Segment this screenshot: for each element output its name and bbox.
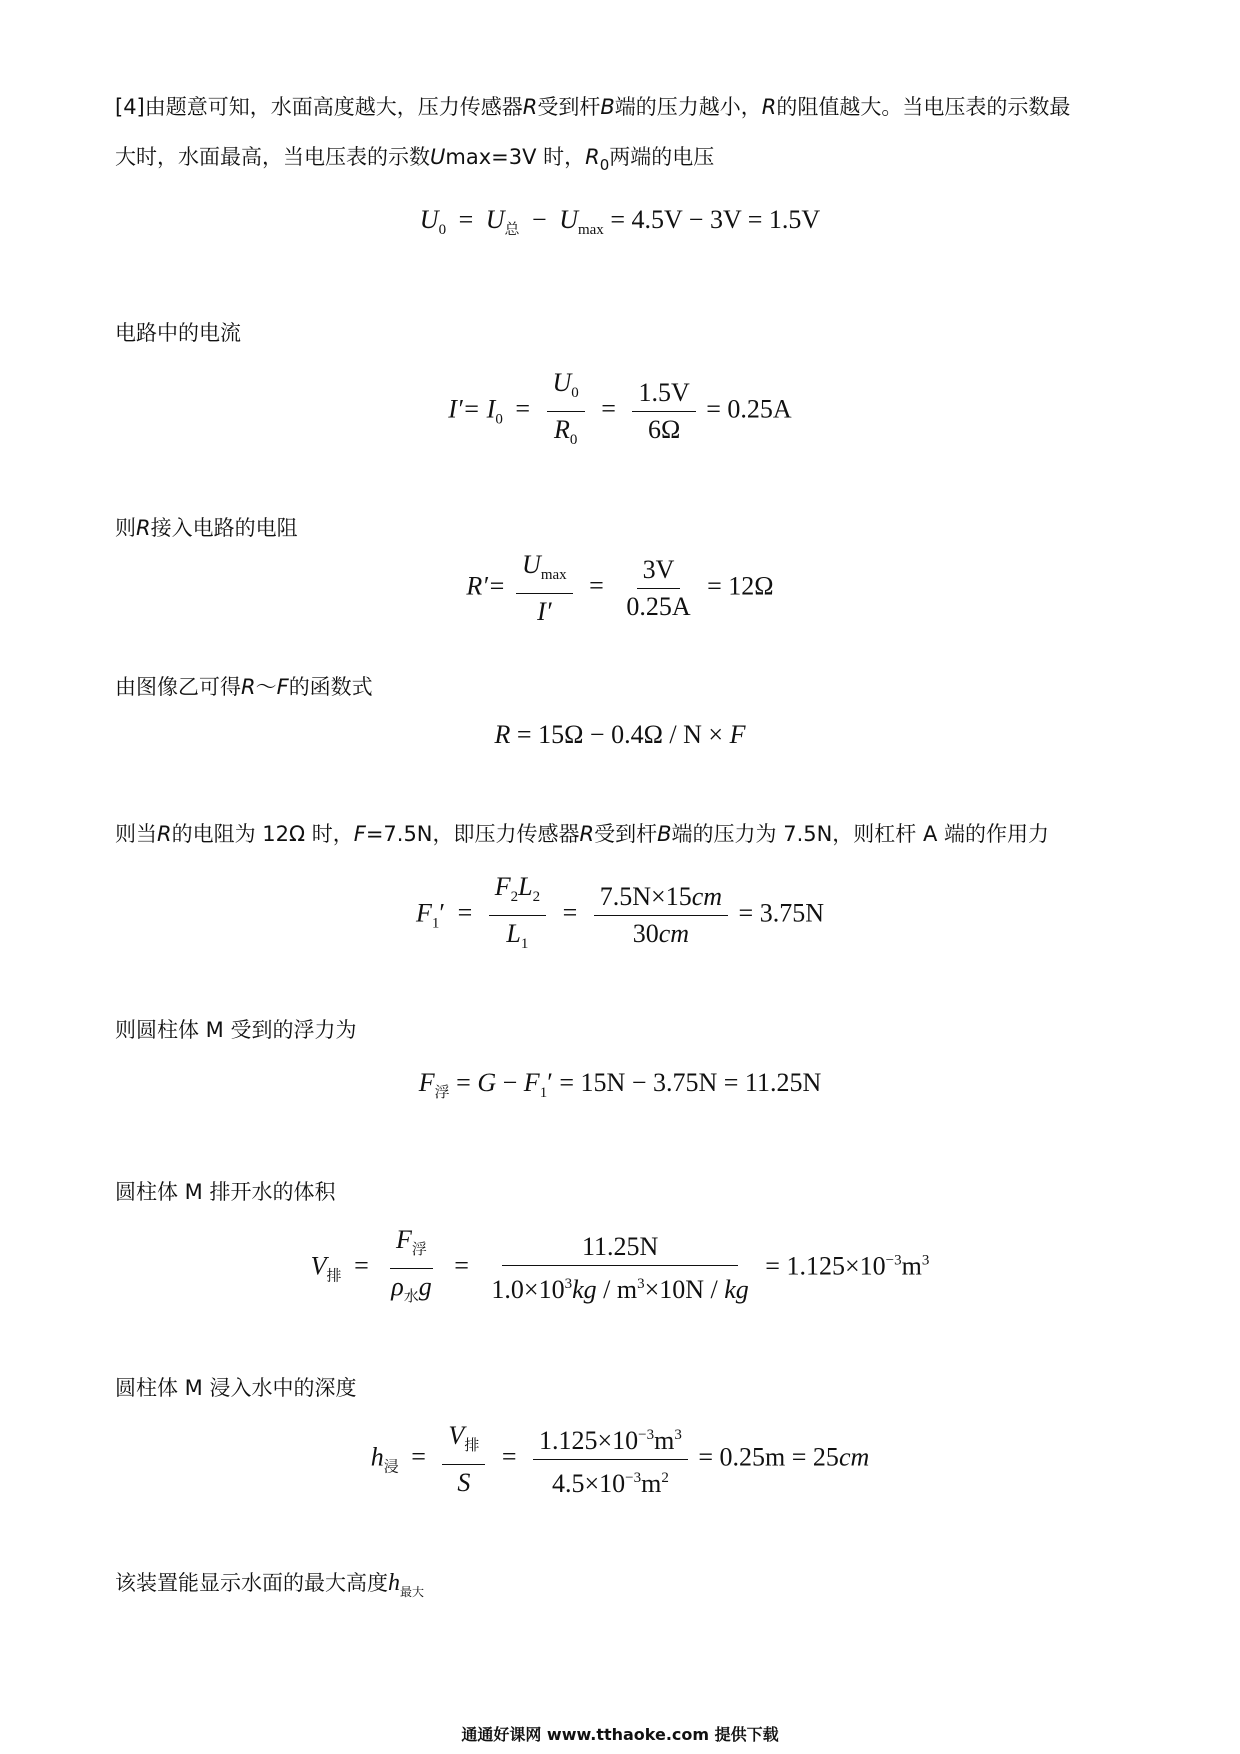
paragraph-resistance — [115, 503, 1135, 553]
numerator: F — [494, 872, 511, 901]
var: U — [419, 205, 439, 234]
subscript: 0 — [599, 156, 610, 174]
equation-rhs: = 15Ω − 0.4Ω / N × — [516, 720, 730, 749]
var-R: R — [579, 822, 595, 846]
subscript: 1 — [520, 936, 529, 952]
superscript: 2 — [661, 1470, 669, 1486]
fraction — [533, 1420, 688, 1499]
subscript: 排 — [464, 1438, 480, 1454]
var: I — [486, 394, 496, 424]
var: F — [415, 898, 432, 928]
subscript: 1 — [431, 915, 440, 932]
operator: = — [458, 205, 474, 234]
var: V — [310, 1251, 327, 1281]
var: R — [494, 720, 511, 749]
text: 的电阻为 12Ω 时， — [171, 822, 354, 846]
superscript: −3 — [625, 1470, 642, 1486]
operator: = — [601, 394, 616, 424]
paragraph-volume — [115, 1167, 1135, 1217]
fraction — [632, 378, 695, 445]
equation-rhs: = 15N − 3.75N = 11.25N — [552, 1068, 822, 1097]
unit: ×10N / — [644, 1275, 725, 1304]
denominator: 0.25A — [626, 592, 691, 621]
superscript: −3 — [885, 1252, 902, 1269]
fraction — [547, 368, 585, 455]
equation-current — [0, 368, 1240, 455]
denominator: S — [457, 1468, 471, 1497]
subscript: 浮 — [411, 1242, 427, 1258]
numerator: 7.5N×15 — [599, 882, 692, 911]
numerator: U — [522, 550, 541, 579]
text: 圆柱体 M 排开水的体积 — [115, 1180, 336, 1204]
fraction — [594, 882, 728, 949]
unit: m — [901, 1251, 922, 1281]
paragraph-intro — [115, 82, 1135, 190]
text: 该装置能显示水面的最大高度 — [115, 1571, 388, 1595]
subscript: 0 — [569, 432, 578, 448]
superscript: 3 — [921, 1252, 930, 1269]
operator: = — [589, 571, 604, 601]
operator: − — [532, 205, 547, 234]
var: G — [477, 1068, 497, 1097]
paragraph-max-height — [115, 1558, 1135, 1617]
text: 电路中的电流 — [115, 321, 241, 345]
operator: − — [496, 1068, 524, 1097]
subscript: max — [540, 567, 567, 583]
equation-rhs: = 0.25A — [706, 394, 792, 424]
unit: m — [654, 1426, 675, 1455]
operator: = — [457, 898, 473, 928]
equation-rhs: = 0.25m = 25 — [698, 1442, 839, 1472]
paragraph-current — [115, 308, 1135, 358]
subscript: 排 — [326, 1268, 342, 1285]
text: 接入电路的电阻 — [150, 516, 298, 540]
equation-lhs: I′= — [448, 394, 487, 424]
text: 端的压力越小， — [614, 95, 762, 119]
operator: = — [501, 1442, 517, 1472]
paragraph-depth — [115, 1363, 1135, 1413]
text: 端的压力为 7.5N，则杠杆 A 端的作用力 — [671, 822, 1050, 846]
subscript: 1 — [539, 1085, 548, 1101]
fraction — [385, 1225, 438, 1312]
text: 大时，水面最高，当电压表的示数 — [115, 145, 430, 169]
unit: cm — [838, 1442, 870, 1472]
unit: kg — [572, 1275, 597, 1304]
unit: cm — [691, 882, 723, 911]
denominator: R — [553, 415, 570, 444]
numerator: F — [396, 1225, 412, 1254]
var-R: R — [522, 95, 538, 119]
var-h: h — [388, 1570, 400, 1596]
text: max=3V 时， — [445, 145, 586, 169]
text: 的阻值越大。当电压表的示数最 — [776, 95, 1071, 119]
var-R0: R — [585, 145, 600, 169]
text: 受到杆 — [537, 95, 601, 119]
subscript: 0 — [438, 222, 447, 238]
superscript: −3 — [638, 1427, 655, 1443]
numerator: 11.25N — [502, 1232, 738, 1266]
operator: = — [411, 1442, 426, 1472]
subscript: 0 — [571, 385, 579, 401]
equation-function — [0, 720, 1240, 750]
equation-rhs: = 3.75N — [738, 898, 824, 928]
var-R: R — [157, 822, 172, 846]
var-B: B — [657, 822, 672, 846]
operator: = — [454, 1251, 469, 1281]
denominator: 1.0×10 — [491, 1275, 565, 1304]
operator: = — [515, 394, 531, 424]
prime: ′ — [439, 898, 446, 928]
numerator: 1.5V — [632, 378, 695, 412]
fraction — [620, 555, 696, 622]
fraction — [489, 872, 546, 959]
equation-resistance — [0, 550, 1240, 627]
superscript: 3 — [674, 1427, 682, 1443]
var: h — [370, 1442, 384, 1472]
operator: = — [456, 1068, 478, 1097]
var-R: R — [241, 675, 256, 699]
footer-watermark: 通通好课网 www.tthaoke.com 提供下载 — [461, 1725, 779, 1744]
equation-lhs: R′= — [466, 571, 513, 601]
var-R: R — [761, 95, 777, 119]
fraction — [485, 1232, 754, 1305]
paragraph-force — [115, 809, 1135, 859]
superscript: 3 — [637, 1276, 645, 1292]
unit: m — [641, 1469, 662, 1498]
numerator: 3V — [637, 555, 681, 589]
unit: / m — [596, 1275, 638, 1304]
subscript: 浸 — [383, 1459, 399, 1476]
fraction — [442, 1421, 485, 1498]
text: 则圆柱体 M 受到的浮力为 — [115, 1018, 357, 1042]
text: 的函数式 — [288, 675, 373, 699]
var-U: U — [430, 145, 446, 169]
subscript: 最大 — [400, 1585, 425, 1599]
paragraph-function — [115, 662, 1135, 712]
denominator: 30 — [632, 919, 659, 948]
text: 受到杆 — [594, 822, 658, 846]
fraction — [516, 550, 573, 627]
text: ～ — [255, 675, 277, 699]
text: 则当 — [115, 822, 157, 846]
subscript: 浮 — [434, 1085, 450, 1101]
operator: = — [354, 1251, 369, 1281]
subscript: 水 — [403, 1289, 419, 1305]
unit: kg — [724, 1275, 749, 1304]
equation-buoyancy — [0, 1068, 1240, 1102]
operator: = — [562, 898, 578, 928]
text: 圆柱体 M 浸入水中的深度 — [115, 1376, 357, 1400]
var: F — [729, 720, 746, 749]
equation-rhs: = 1.125×10 — [765, 1251, 886, 1281]
subscript: 总 — [504, 222, 520, 238]
equation-volume — [0, 1225, 1240, 1312]
equation-u0 — [0, 205, 1240, 239]
var-R: R — [136, 516, 151, 540]
subscript: max — [577, 222, 604, 238]
subscript: 2 — [532, 889, 541, 905]
prime: ′ — [547, 1068, 553, 1097]
subscript: 0 — [495, 411, 503, 428]
denominator: ρ — [391, 1272, 404, 1301]
var-B: B — [600, 95, 615, 119]
equation-rhs: = 12Ω — [707, 571, 774, 601]
denominator: 6Ω — [647, 415, 681, 444]
denominator: L — [506, 919, 521, 948]
numerator: V — [448, 1421, 465, 1450]
var-F: F — [353, 822, 366, 846]
equation-lever — [0, 872, 1240, 959]
numerator: L — [518, 872, 533, 901]
equation-depth — [0, 1420, 1240, 1499]
superscript: 3 — [564, 1276, 573, 1292]
denominator: 4.5×10 — [552, 1469, 626, 1498]
numerator: 1.125×10 — [539, 1426, 639, 1455]
var-F: F — [276, 675, 289, 699]
var: U — [485, 205, 505, 234]
equation-rhs: = 4.5V − 3V = 1.5V — [610, 205, 821, 234]
text: 由图像乙可得 — [115, 675, 241, 699]
text: 两端的电压 — [609, 145, 715, 169]
var: F — [523, 1068, 540, 1097]
denominator: I′ — [537, 597, 552, 626]
text: =7.5N，即压力传感器 — [365, 822, 580, 846]
var: U — [559, 205, 578, 234]
text: [4]由题意可知，水面高度越大，压力传感器 — [115, 95, 523, 119]
subscript: 2 — [510, 889, 519, 905]
denominator: g — [418, 1272, 432, 1301]
numerator: U — [552, 368, 572, 397]
var: F — [418, 1068, 435, 1097]
paragraph-buoyancy — [115, 1005, 1135, 1055]
unit: cm — [658, 919, 690, 948]
text: 则 — [115, 516, 136, 540]
